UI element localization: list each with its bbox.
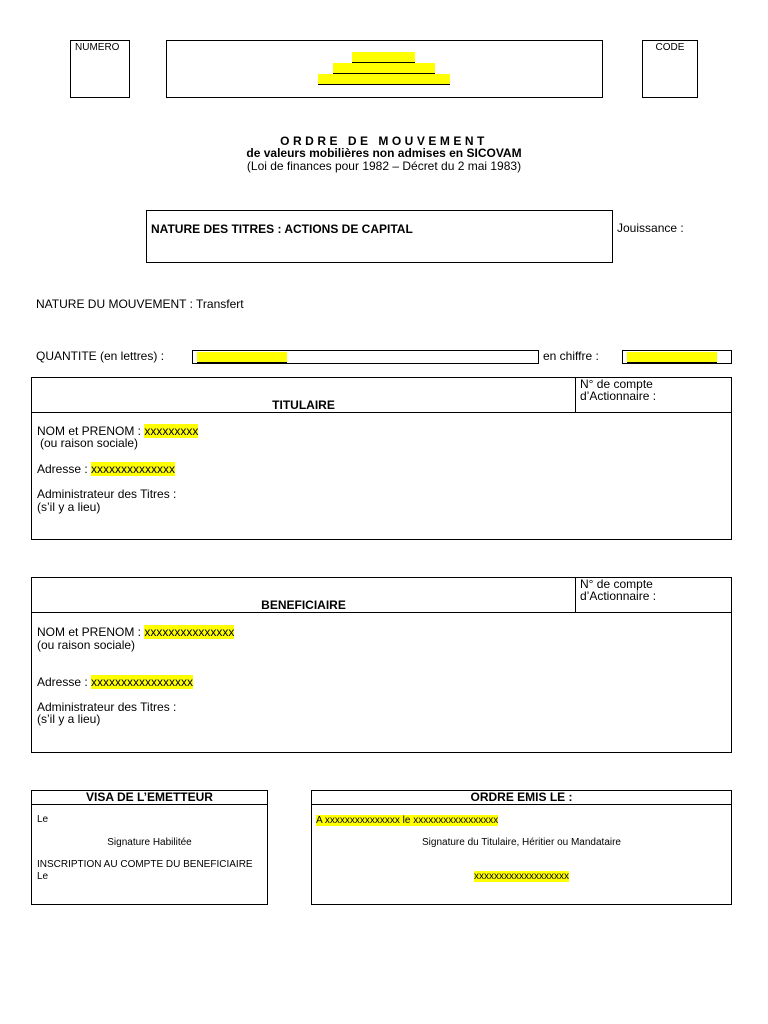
nature-titres-label: NATURE DES TITRES : ACTIONS DE CAPITAL bbox=[151, 222, 413, 236]
beneficiaire-raison-sociale: (ou raison sociale) bbox=[37, 638, 136, 652]
titulaire-adresse-label: Adresse : bbox=[37, 462, 88, 476]
visa-heading: VISA DE L’EMETTEUR bbox=[86, 790, 213, 804]
titulaire-header-divider bbox=[32, 412, 731, 413]
ordre-emis-box bbox=[311, 790, 732, 905]
numero-box bbox=[70, 40, 130, 98]
beneficiaire-section bbox=[31, 577, 732, 753]
titulaire-sil-y-a-lieu: (s’il y a lieu) bbox=[37, 500, 101, 514]
quantite-label: QUANTITE (en lettres) : bbox=[36, 349, 165, 363]
document-title: ORDRE DE MOUVEMENT bbox=[280, 134, 488, 148]
highlight-line-2 bbox=[333, 63, 435, 74]
document-subtitle: de valeurs mobilières non admises en SICOVAM bbox=[246, 146, 522, 160]
highlight-line-3 bbox=[318, 74, 450, 85]
beneficiaire-sil-y-a-lieu: (s’il y a lieu) bbox=[37, 712, 101, 726]
visa-le-1: Le bbox=[37, 814, 49, 825]
quantite-lettres-field[interactable] bbox=[192, 350, 539, 364]
titulaire-admin-label: Administrateur des Titres : bbox=[37, 487, 177, 501]
beneficiaire-nom-label: NOM et PRENOM : bbox=[37, 625, 142, 639]
quantite-chiffre-field[interactable] bbox=[622, 350, 732, 364]
code-box bbox=[642, 40, 698, 98]
ordre-emis-lieu-date-row bbox=[316, 815, 498, 827]
beneficiaire-adresse-row bbox=[37, 676, 193, 689]
highlight-line-1 bbox=[352, 52, 415, 63]
titulaire-heading: TITULAIRE bbox=[272, 398, 335, 412]
titulaire-adresse-row bbox=[37, 463, 175, 476]
beneficiaire-nom-value[interactable]: xxxxxxxxxxxxxxx bbox=[144, 625, 235, 639]
titulaire-adresse-value[interactable]: xxxxxxxxxxxxxx bbox=[91, 462, 176, 476]
beneficiaire-adresse-label: Adresse : bbox=[37, 675, 88, 689]
visa-signature: Signature Habilitée bbox=[107, 837, 192, 848]
beneficiaire-compte-divider bbox=[575, 578, 576, 613]
beneficiaire-adresse-value[interactable]: xxxxxxxxxxxxxxxxx bbox=[91, 675, 194, 689]
nature-titres-box bbox=[146, 210, 613, 263]
visa-le-2: Le bbox=[37, 871, 49, 882]
titulaire-section bbox=[31, 377, 732, 540]
visa-header-divider bbox=[32, 804, 267, 805]
titulaire-nom-label: NOM et PRENOM : bbox=[37, 424, 142, 438]
ordre-emis-lieu-date[interactable]: A xxxxxxxxxxxxxxx le xxxxxxxxxxxxxxxxx bbox=[316, 815, 499, 826]
nature-mouvement-label: NATURE DU MOUVEMENT : Transfert bbox=[36, 297, 244, 311]
ordre-emis-heading: ORDRE EMIS LE : bbox=[470, 790, 573, 804]
jouissance-label: Jouissance : bbox=[617, 221, 684, 235]
visa-inscription: INSCRIPTION AU COMPTE DU BENEFICIAIRE bbox=[37, 859, 253, 870]
center-header-box bbox=[166, 40, 603, 98]
en-chiffre-label: en chiffre : bbox=[543, 349, 599, 363]
beneficiaire-admin-label: Administrateur des Titres : bbox=[37, 700, 177, 714]
quantite-chiffre-highlight bbox=[627, 352, 717, 363]
titulaire-nom-value[interactable]: xxxxxxxxx bbox=[144, 424, 199, 438]
ordre-emis-signature-row bbox=[312, 871, 731, 883]
beneficiaire-compte-label-2: d’Actionnaire : bbox=[580, 589, 657, 603]
ordre-emis-signature-value[interactable]: xxxxxxxxxxxxxxxxxxx bbox=[474, 871, 569, 882]
beneficiaire-header-divider bbox=[32, 612, 731, 613]
beneficiaire-compte-label-1: N° de compte bbox=[580, 577, 653, 591]
visa-emetteur-box bbox=[31, 790, 268, 905]
titulaire-compte-divider bbox=[575, 378, 576, 413]
titulaire-raison-sociale: (ou raison sociale) bbox=[40, 436, 139, 450]
code-label: CODE bbox=[655, 42, 685, 53]
ordre-emis-header-divider bbox=[312, 804, 731, 805]
numero-label: NUMERO bbox=[75, 42, 120, 53]
titulaire-compte-label-2: d’Actionnaire : bbox=[580, 389, 657, 403]
ordre-emis-signature-label: Signature du Titulaire, Héritier ou Mandataire bbox=[422, 837, 621, 848]
quantite-lettres-highlight bbox=[197, 352, 287, 363]
document-law-reference: (Loi de finances pour 1982 – Décret du 2 mai 1983) bbox=[246, 159, 522, 173]
beneficiaire-heading: BENEFICIAIRE bbox=[261, 598, 346, 612]
titulaire-compte-label-1: N° de compte bbox=[580, 377, 653, 391]
